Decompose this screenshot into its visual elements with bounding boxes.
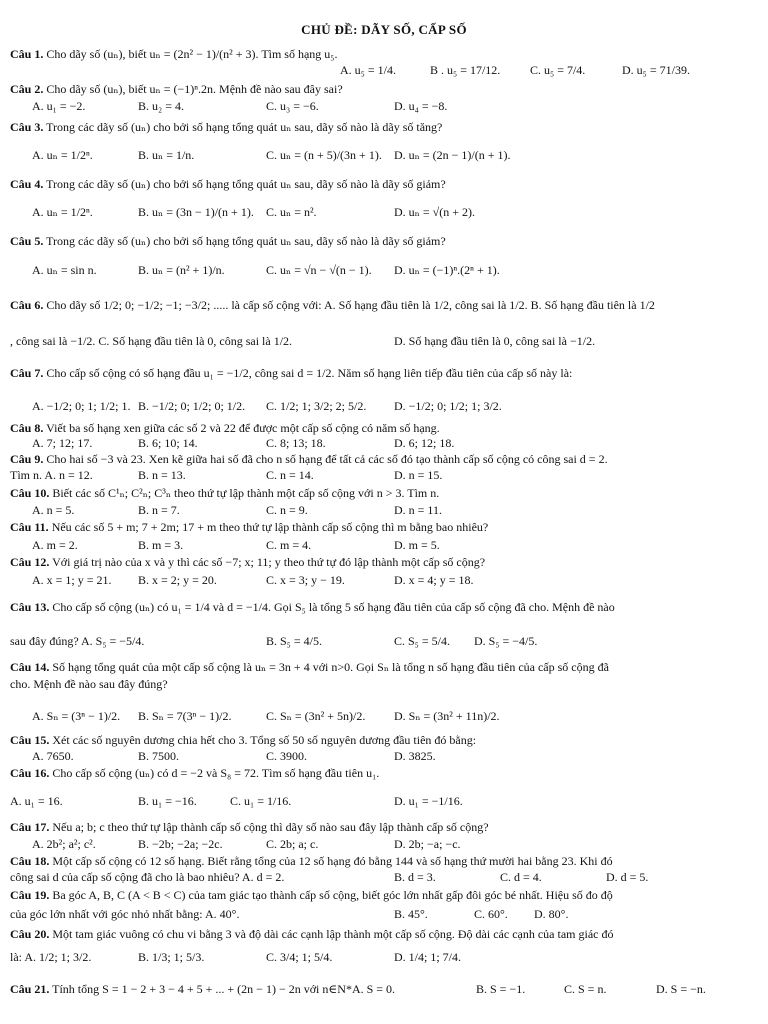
- option-d[interactable]: D. u₅ = 71/39.: [622, 63, 690, 77]
- question-15: [10, 733, 476, 747]
- option-a[interactable]: A. u₁ = −2.: [32, 99, 86, 113]
- question-16: [10, 766, 379, 780]
- option-b[interactable]: B. S = −1.: [476, 982, 526, 996]
- question-number: Câu 13.: [10, 600, 50, 614]
- option-c[interactable]: C. 60°.: [474, 907, 508, 921]
- option-a[interactable]: A. m = 2.: [32, 538, 78, 552]
- option-d[interactable]: D. uₙ = (2n − 1)/(n + 1).: [394, 148, 511, 162]
- question-text: Viết ba số hạng xen giữa các số 2 và 22 để được một cấp số cộng có năm số hạng.: [46, 421, 440, 435]
- option-a[interactable]: là: A. 1/2; 1; 3/2.: [10, 950, 92, 964]
- question-9: [10, 452, 760, 466]
- question-number: Câu 5.: [10, 234, 44, 248]
- question-14-line-2: [10, 677, 760, 693]
- options-row: [10, 205, 760, 221]
- option-d[interactable]: D. Số hạng đầu tiên là 0, công sai là −1/2.: [394, 334, 596, 348]
- question-number: Câu 20.: [10, 927, 50, 941]
- option-b[interactable]: B. 1/3; 1; 5/3.: [138, 950, 205, 964]
- option-b[interactable]: B. u₁ = −16.: [138, 794, 197, 808]
- question-text: Một tam giác vuông có chu vi bằng 3 và độ dài các cạnh lập thành một cấp số cộng. Độ dài các cạnh của tam giác đó: [52, 927, 614, 941]
- question-number: Câu 14.: [10, 660, 50, 674]
- option-d[interactable]: D. u₁ = −1/16.: [394, 794, 463, 808]
- question-text: Nếu a; b; c theo thứ tự lập thành cấp số cộng thì dãy số nào sau đây lập thành cấp số cộng?: [52, 820, 489, 834]
- option-b[interactable]: B. 45°.: [394, 907, 428, 921]
- options-row: [10, 634, 760, 650]
- question-18-line-2: [10, 870, 760, 886]
- question-text: Cho cấp số cộng (uₙ) có d = −2 và S₈ = 72. Tìm số hạng đầu tiên u₁.: [52, 766, 380, 780]
- question-8: [10, 421, 440, 435]
- option-c[interactable]: C. Sₙ = (3n² + 5n)/2.: [266, 709, 366, 723]
- option-d[interactable]: D. S₅ = −4/5.: [474, 634, 538, 648]
- question-6-line-2: [10, 334, 760, 350]
- option-a[interactable]: A. uₙ = sin n.: [32, 263, 97, 277]
- question-number: Câu 11.: [10, 520, 49, 534]
- question-number: Câu 6.: [10, 298, 44, 312]
- option-a[interactable]: A. u₅ = 1/4.: [340, 63, 396, 77]
- option-b[interactable]: B. uₙ = (n² + 1)/n.: [138, 263, 225, 277]
- option-c[interactable]: C. u₁ = 1/16.: [230, 794, 292, 808]
- question-text: Ba góc A, B, C (A < B < C) của tam giác tạo thành cấp số cộng, biết góc lớn nhất gấp đôi góc bé nhất. Hiệu số đo độ: [52, 888, 613, 902]
- question-text: Tính tổng S = 1 − 2 + 3 − 4 + 5 + ... + (2n − 1) − 2n với n∈N*A. S = 0.: [52, 982, 396, 996]
- option-d[interactable]: D. 6; 12; 18.: [394, 436, 455, 450]
- option-c[interactable]: C. uₙ = (n + 5)/(3n + 1).: [266, 148, 382, 162]
- option-b[interactable]: B. n = 7.: [138, 503, 180, 517]
- option-c[interactable]: C. S = n.: [564, 982, 607, 996]
- question-text: Biết các số C¹ₙ; C²ₙ; C³ₙ theo thứ tự lập thành một cấp số cộng với n > 3. Tìm n.: [52, 486, 440, 500]
- option-d[interactable]: D. u₄ = −8.: [394, 99, 448, 113]
- question-20: [10, 927, 760, 941]
- option-a[interactable]: A. Sₙ = (3ⁿ − 1)/2.: [32, 709, 121, 723]
- option-b[interactable]: B. x = 2; y = 20.: [138, 573, 217, 587]
- question-7: [10, 366, 572, 380]
- question-text: Cho dãy số 1/2; 0; −1/2; −1; −3/2; ..... là cấp số cộng với: A. Số hạng đầu tiên là 1/2, công sai là 1/2. B. Số hạng đầu tiên là 1/2: [46, 298, 655, 312]
- question-4: [10, 177, 446, 191]
- option-c-line[interactable]: , công sai là −1/2. C. Số hạng đầu tiên là 0, công sai là 1/2.: [10, 334, 293, 348]
- question-17: [10, 820, 489, 834]
- options-row: [476, 982, 756, 998]
- option-a[interactable]: A. uₙ = 1/2ⁿ.: [32, 148, 93, 162]
- options-row: [10, 148, 760, 164]
- question-number: Câu 8.: [10, 421, 44, 435]
- option-a[interactable]: A. 7650.: [32, 749, 74, 763]
- options-row: [10, 950, 760, 966]
- option-c[interactable]: C. d = 4.: [500, 870, 542, 884]
- options-row: [10, 794, 760, 810]
- question-12: [10, 555, 485, 569]
- question-text: Cho cấp số cộng (uₙ) có u₁ = 1/4 và d = −1/4. Gọi S₅ là tổng 5 số hạng đầu tiên của cấp số cộng đã cho. Mệnh đề nào: [52, 600, 615, 614]
- question-6: [10, 298, 760, 312]
- page-title: CHỦ ĐỀ: DÃY SỐ, CẤP SỐ: [301, 22, 467, 37]
- option-b[interactable]: B. d = 3.: [394, 870, 436, 884]
- option-c[interactable]: C. 1/2; 1; 3/2; 2; 5/2.: [266, 399, 367, 413]
- question-number: Câu 15.: [10, 733, 50, 747]
- question-number: Câu 16.: [10, 766, 50, 780]
- option-d[interactable]: D. 1/4; 1; 7/4.: [394, 950, 462, 964]
- options-row: [10, 436, 760, 452]
- question-number: Câu 3.: [10, 120, 44, 134]
- option-c[interactable]: C. u₅ = 7/4.: [530, 63, 586, 77]
- option-b[interactable]: B. S₅ = 4/5.: [266, 634, 322, 648]
- option-a-line[interactable]: của góc lớn nhất với góc nhỏ nhất bằng: A. 40°.: [10, 907, 240, 921]
- question-text: Cho dãy số (uₙ), biết uₙ = (2n² − 1)/(n² + 3). Tìm số hạng u₅.: [46, 47, 338, 61]
- option-a[interactable]: A. 7; 12; 17.: [32, 436, 93, 450]
- option-d[interactable]: D. m = 5.: [394, 538, 440, 552]
- question-18: [10, 854, 760, 868]
- options-row: [10, 399, 760, 415]
- question-text: Cho dãy số (uₙ), biết uₙ = (−1)ⁿ.2n. Mệnh đề nào sau đây sai?: [46, 82, 343, 96]
- options-row: [10, 538, 760, 554]
- options-row: [10, 63, 760, 79]
- option-b[interactable]: B. m = 3.: [138, 538, 184, 552]
- option-c[interactable]: C. n = 9.: [266, 503, 308, 517]
- option-b[interactable]: B. 6; 10; 14.: [138, 436, 198, 450]
- question-number: Câu 19.: [10, 888, 50, 902]
- options-row: [10, 468, 760, 484]
- option-d[interactable]: D. n = 11.: [394, 503, 442, 517]
- question-text: Cho cấp số cộng có số hạng đầu u₁ = −1/2, công sai d = 1/2. Năm số hạng liên tiếp đầu tiên của cấp số này là:: [46, 366, 573, 380]
- question-text: Nếu các số 5 + m; 7 + 2m; 17 + m theo thứ tự lập thành cấp số cộng thì m bằng bao nhiêu?: [51, 520, 489, 534]
- question-1: [10, 47, 338, 61]
- option-c[interactable]: C. 8; 13; 18.: [266, 436, 326, 450]
- question-number: Câu 10.: [10, 486, 50, 500]
- option-b[interactable]: B. −2b; −2a; −2c.: [138, 837, 223, 851]
- option-b[interactable]: B. u₂ = 4.: [138, 99, 184, 113]
- question-text: Cho hai số −3 và 23. Xen kẽ giữa hai số đã cho n số hạng để tất cả các số đó tạo thành cấp số cộng có công sai d = 2.: [46, 452, 608, 466]
- options-row: [10, 263, 760, 279]
- option-d[interactable]: D. −1/2; 0; 1/2; 1; 3/2.: [394, 399, 502, 413]
- option-a[interactable]: sau đây đúng? A. S₅ = −5/4.: [10, 634, 145, 648]
- option-d[interactable]: D. 3825.: [394, 749, 436, 763]
- option-d[interactable]: D. x = 4; y = 18.: [394, 573, 474, 587]
- question-number: Câu 18.: [10, 854, 50, 868]
- question-text: Trong các dãy số (uₙ) cho bởi số hạng tổng quát uₙ sau, dãy số nào là dãy số tăng?: [46, 120, 443, 134]
- option-c[interactable]: C. m = 4.: [266, 538, 312, 552]
- option-b[interactable]: B. n = 13.: [138, 468, 186, 482]
- question-2: [10, 82, 343, 96]
- options-row: [10, 709, 760, 725]
- option-d[interactable]: D. d = 5.: [606, 870, 649, 884]
- option-c[interactable]: C. 3/4; 1; 5/4.: [266, 950, 333, 964]
- question-text: Một cấp số cộng có 12 số hạng. Biết rằng tổng của 12 số hạng đó bằng 144 và số hạng thứ mười hai bằng 23. Khi đó: [52, 854, 613, 868]
- options-row: [10, 503, 760, 519]
- question-number: Câu 9.: [10, 452, 44, 466]
- option-c[interactable]: C. u₃ = −6.: [266, 99, 319, 113]
- option-d[interactable]: D. S = −n.: [656, 982, 706, 996]
- options-row: [10, 749, 760, 765]
- option-c[interactable]: C. uₙ = n².: [266, 205, 317, 219]
- option-a[interactable]: Tìm n. A. n = 12.: [10, 468, 93, 482]
- question-text: Xét các số nguyên dương chia hết cho 3. Tổng số 50 số nguyên dương đầu tiên đó bằng:: [52, 733, 477, 747]
- question-11: [10, 520, 488, 534]
- option-d[interactable]: D. uₙ = √(n + 2).: [394, 205, 475, 219]
- option-b[interactable]: B. uₙ = 1/n.: [138, 148, 195, 162]
- question-continuation: cho. Mệnh đề nào sau đây đúng?: [10, 677, 168, 691]
- options-row: [10, 99, 760, 115]
- option-c[interactable]: C. 3900.: [266, 749, 308, 763]
- question-number: Câu 17.: [10, 820, 50, 834]
- option-a[interactable]: A. n = 5.: [32, 503, 75, 517]
- option-a[interactable]: A. 2b²; a²; c².: [32, 837, 96, 851]
- option-c[interactable]: C. n = 14.: [266, 468, 314, 482]
- option-b[interactable]: B. uₙ = (3n − 1)/(n + 1).: [138, 205, 254, 219]
- question-13: [10, 600, 760, 614]
- question-number: Câu 2.: [10, 82, 44, 96]
- question-text: Trong các dãy số (uₙ) cho bởi số hạng tổng quát uₙ sau, dãy số nào là dãy số giảm?: [46, 234, 446, 248]
- question-19-line-2: [10, 907, 760, 923]
- option-b[interactable]: B . u₅ = 17/12.: [430, 63, 501, 77]
- question-text: Trong các dãy số (uₙ) cho bởi số hạng tổng quát uₙ sau, dãy số nào là dãy số giảm?: [46, 177, 446, 191]
- question-text: Với giá trị nào của x và y thì các số −7; x; 11; y theo thứ tự đó lập thành một cấp số cộng?: [52, 555, 486, 569]
- question-number: Câu 4.: [10, 177, 44, 191]
- option-d[interactable]: D. 80°.: [534, 907, 569, 921]
- option-d[interactable]: D. n = 15.: [394, 468, 443, 482]
- question-3: [10, 120, 442, 134]
- question-5: [10, 234, 446, 248]
- question-10: [10, 486, 439, 500]
- option-c[interactable]: C. uₙ = √n − √(n − 1).: [266, 263, 372, 277]
- option-a[interactable]: A. x = 1; y = 21.: [32, 573, 112, 587]
- option-b[interactable]: B. Sₙ = 7(3ⁿ − 1)/2.: [138, 709, 232, 723]
- question-19: [10, 888, 760, 902]
- option-b[interactable]: B. −1/2; 0; 1/2; 0; 1/2.: [138, 399, 246, 413]
- option-d[interactable]: D. 2b; −a; −c.: [394, 837, 461, 851]
- question-number: Câu 7.: [10, 366, 44, 380]
- option-b[interactable]: B. 7500.: [138, 749, 180, 763]
- options-row: [10, 573, 760, 589]
- question-14: [10, 660, 760, 674]
- question-number: Câu 1.: [10, 47, 44, 61]
- options-row: [10, 837, 760, 853]
- option-a[interactable]: A. u₁ = 16.: [10, 794, 63, 808]
- option-c[interactable]: C. x = 3; y − 19.: [266, 573, 345, 587]
- question-text: Số hạng tổng quát của một cấp số cộng là uₙ = 3n + 4 với n>0. Gọi Sₙ là tổng n số hạng đầu tiên của cấp số cộng đã: [52, 660, 609, 674]
- option-a[interactable]: A. uₙ = 1/2ⁿ.: [32, 205, 93, 219]
- question-number: Câu 21.: [10, 982, 50, 996]
- option-a-line[interactable]: công sai d của cấp số cộng đã cho là bao nhiêu? A. d = 2.: [10, 870, 285, 884]
- option-c[interactable]: C. 2b; a; c.: [266, 837, 319, 851]
- option-d[interactable]: D. Sₙ = (3n² + 11n)/2.: [394, 709, 500, 723]
- question-number: Câu 12.: [10, 555, 50, 569]
- option-c[interactable]: C. S₅ = 5/4.: [394, 634, 450, 648]
- option-a[interactable]: A. −1/2; 0; 1; 1/2; 1.: [32, 399, 131, 413]
- option-d[interactable]: D. uₙ = (−1)ⁿ.(2ⁿ + 1).: [394, 263, 500, 277]
